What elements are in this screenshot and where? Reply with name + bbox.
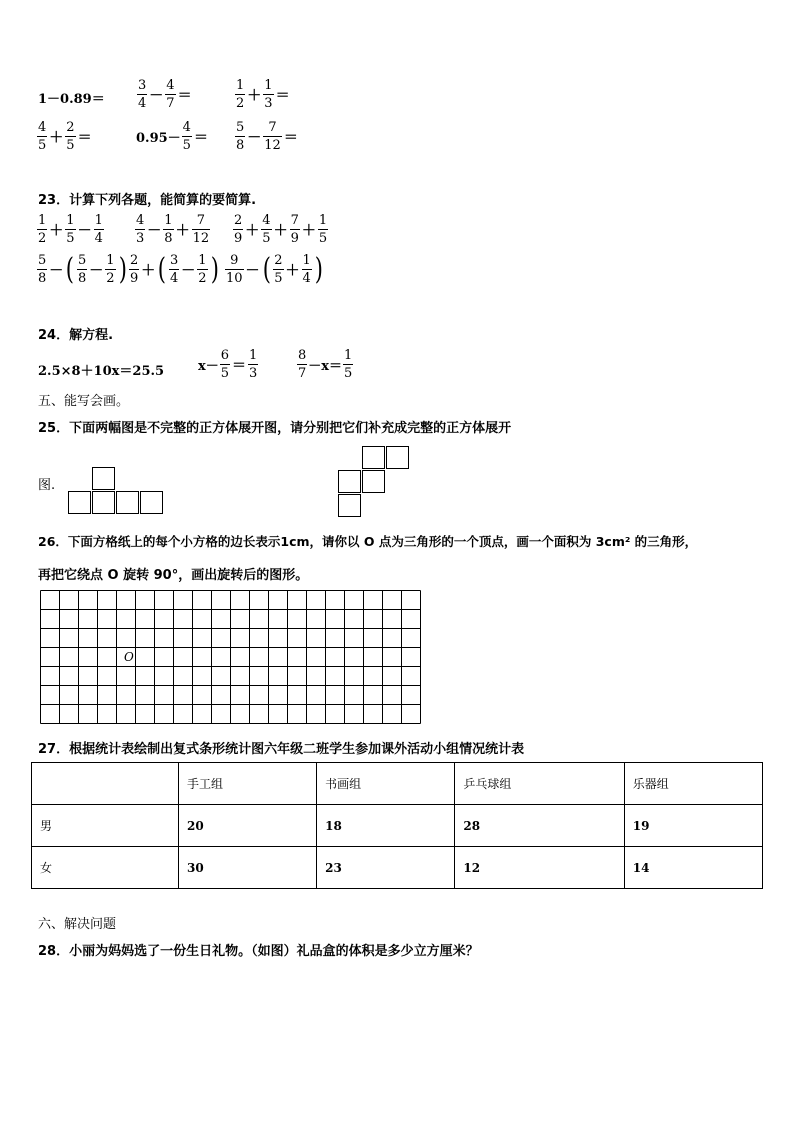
table-header-cell: 手工组 xyxy=(179,763,317,805)
net-figure-1 xyxy=(68,467,168,517)
table-header-cell: 乒乓球组 xyxy=(455,763,624,805)
net2-cell xyxy=(362,470,385,493)
table-header-cell xyxy=(32,763,179,805)
table-cell: 28 xyxy=(455,805,624,847)
table-row-label: 男 xyxy=(32,805,179,847)
q24-equation-3: $\frac{8}{7}$ －x＝ $\frac{1}{5}$ xyxy=(298,348,353,381)
table-header-cell: 乐器组 xyxy=(624,763,762,805)
q24-equation-2: x－ $\frac{6}{5}$ ＝ $\frac{1}{3}$ xyxy=(198,348,258,381)
table-cell: 19 xyxy=(624,805,762,847)
q28-title: 28．小丽为妈妈选了一份生日礼物。（如图）礼品盒的体积是多少立方厘米？ xyxy=(38,944,479,959)
q27-title: 27．根据统计表绘制出复式条形统计图六年级二班学生参加课外活动小组情况统计表 xyxy=(38,742,525,757)
expr-095-minus-4-5: 0.95－ $\frac{4}{5}$ ＝ xyxy=(136,120,208,153)
activity-stats-table xyxy=(31,762,763,889)
table-row-label: 女 xyxy=(32,847,179,889)
table-cell: 12 xyxy=(455,847,624,889)
table-cell: 14 xyxy=(624,847,762,889)
q23-title: 23．计算下列各题，能简算的要简算. xyxy=(38,193,257,208)
table-cell: 20 xyxy=(179,805,317,847)
table-header-cell: 书画组 xyxy=(317,763,455,805)
expr-1-minus-089: 1－0.89＝ xyxy=(38,92,105,107)
q23-expr-3: $\frac{2}{9}$ ＋ $\frac{4}{5}$ ＋ $\frac{7}{9}$ ＋ $\frac{1}{5}$ xyxy=(234,213,328,246)
net2-cell xyxy=(338,494,361,517)
net2-cell xyxy=(362,446,385,469)
q23-expr-6: $\frac{9}{10}$ － ( $\frac{2}{5}$ ＋ $\frac{1}{4}$ ) xyxy=(226,251,323,287)
section-5-heading: 五、能写会画。 xyxy=(38,394,130,409)
q24-title: 24．解方程. xyxy=(38,328,114,343)
point-o-label: O xyxy=(124,650,134,664)
expr-5-8-minus-7-12: $\frac{5}{8}$ － $\frac{7}{12}$ ＝ xyxy=(236,120,298,153)
graph-paper-grid xyxy=(40,590,421,725)
expr-3-4-minus-4-7: $\frac{3}{4}$ － $\frac{4}{7}$ ＝ xyxy=(138,78,192,111)
q23-expr-2: $\frac{4}{3}$ － $\frac{1}{8}$ ＋ $\frac{7}{12}$ xyxy=(136,213,210,246)
section-6-heading: 六、解决问题 xyxy=(38,917,117,932)
q24-equation-1: 2.5×8＋10x＝25.5 xyxy=(38,364,165,379)
net1-cell xyxy=(140,491,163,514)
net1-cell xyxy=(116,491,139,514)
table-header-row xyxy=(32,763,763,805)
table-row-female xyxy=(32,847,763,889)
q26-line-2: 再把它绕点 O 旋转 90°，画出旋转后的图形。 xyxy=(38,568,309,583)
table-row-male xyxy=(32,805,763,847)
net2-cell xyxy=(338,470,361,493)
q26-line-1: 26．下面方格纸上的每个小方格的边长表示1cm，请你以 O 点为三角形的一个顶点，画一个面积为 3cm² 的三角形， xyxy=(38,534,698,549)
table-cell: 30 xyxy=(179,847,317,889)
net-figure-2 xyxy=(338,446,413,521)
net1-cell xyxy=(92,491,115,514)
q23-expr-1: $\frac{1}{2}$ ＋ $\frac{1}{5}$ － $\frac{1}{4}$ xyxy=(38,213,103,246)
q23-expr-4: $\frac{5}{8}$ － ( $\frac{5}{8}$ － $\frac{1}{2}$ ) xyxy=(38,251,127,287)
table-cell: 23 xyxy=(317,847,455,889)
net2-cell xyxy=(386,446,409,469)
q25-title-tail: 图. xyxy=(38,478,56,493)
q25-title: 25．下面两幅图是不完整的正方体展开图，请分别把它们补充成完整的正方体展开 xyxy=(38,421,512,436)
net1-cell xyxy=(92,467,115,490)
q23-expr-5: $\frac{2}{9}$ ＋ ( $\frac{3}{4}$ － $\frac{1}{2}$ ) xyxy=(130,251,219,287)
table-cell: 18 xyxy=(317,805,455,847)
expr-4-5-plus-2-5: $\frac{4}{5}$ ＋ $\frac{2}{5}$ ＝ xyxy=(38,120,92,153)
net1-cell xyxy=(68,491,91,514)
expr-1-2-plus-1-3: $\frac{1}{2}$ ＋ $\frac{1}{3}$ ＝ xyxy=(236,78,290,111)
